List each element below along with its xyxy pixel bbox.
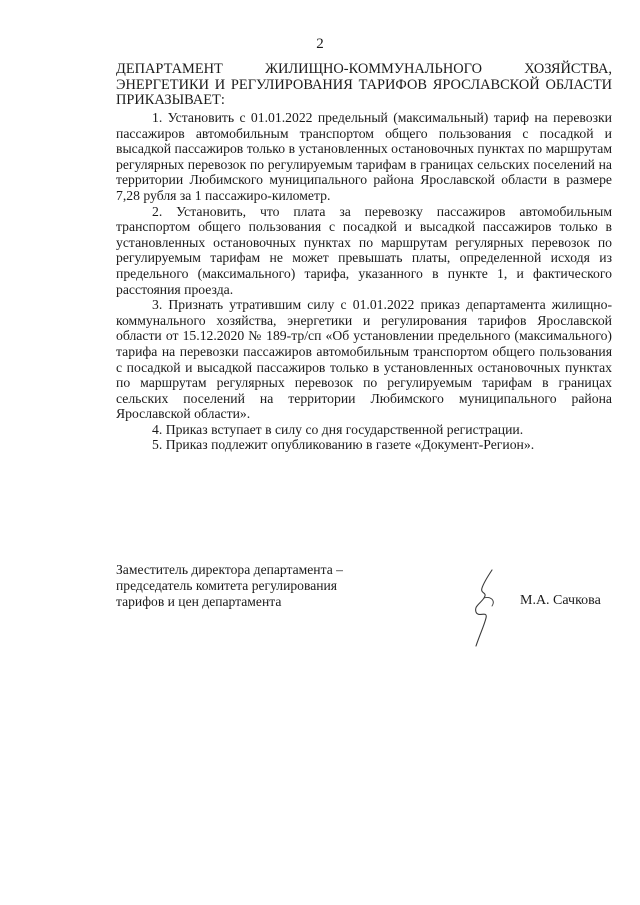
handwritten-signature xyxy=(462,566,508,648)
paragraph-5: 5. Приказ подлежит опубликованию в газете «Документ-Регион». xyxy=(152,437,535,453)
position-line: тарифов и цен департамента xyxy=(116,594,282,609)
paragraph-2: 2. Установить, что плата за перевозку пассажиров автомобильным транспортом общего пользования с посадкой и высадкой пассажиров только в установленных остановочных пунктах по маршрутам регулярных перевозок по регулируемым тарифам не может превышать платы, определенной исходя из предельного (максимального) тарифа, указанного в пункте 1, и фактического расстояния проезда. xyxy=(116,203,612,297)
paragraph-3: 3. Признать утратившим силу с 01.01.2022 приказ департамента жилищно-коммунального хозяйства, энергетики и регулирования тарифов Ярославской области от 15.12.2020 № 189-тр/сп «Об установлении предельного (максимального) тарифа на перевозки пассажиров автомобильным транспортом общего пользования с посадкой и высадкой пассажиров только в установленных остановочных пунктах по маршрутам регулярных перевозок по регулируемым тарифам в границах сельских поселений на территории Любимского муниципального района Ярославской области». xyxy=(116,297,612,422)
order-heading: ДЕПАРТАМЕНТ ЖИЛИЩНО-КОММУНАЛЬНОГО ХОЗЯЙСТВА, ЭНЕРГЕТИКИ И РЕГУЛИРОВАНИЯ ТАРИФОВ ЯРОСЛАВСКОЙ ОБЛАСТИ ПРИКАЗЫВАЕТ: xyxy=(116,61,612,108)
position-line: Заместитель директора департамента – xyxy=(116,562,343,577)
paragraph-4: 4. Приказ вступает в силу со дня государственной регистрации. xyxy=(152,421,524,437)
order-body xyxy=(116,110,612,453)
paragraph-1: 1. Установить с 01.01.2022 предельный (максимальный) тариф на перевозки пассажиров автомобильным транспортом общего пользования с посадкой и высадкой пассажиров только в установленных остановочных пунктах по маршрутам регулярных перевозок по регулируемым тарифам в границах сельских поселений на территории Любимского муниципального района Ярославской области в размере 7,28 рубля за 1 пассажиро-километр. xyxy=(116,110,612,203)
position-line: председатель комитета регулирования xyxy=(116,578,338,593)
signer-name: М.А. Сачкова xyxy=(520,593,601,608)
signatory-position xyxy=(116,562,416,610)
page-number: 2 xyxy=(316,36,324,52)
